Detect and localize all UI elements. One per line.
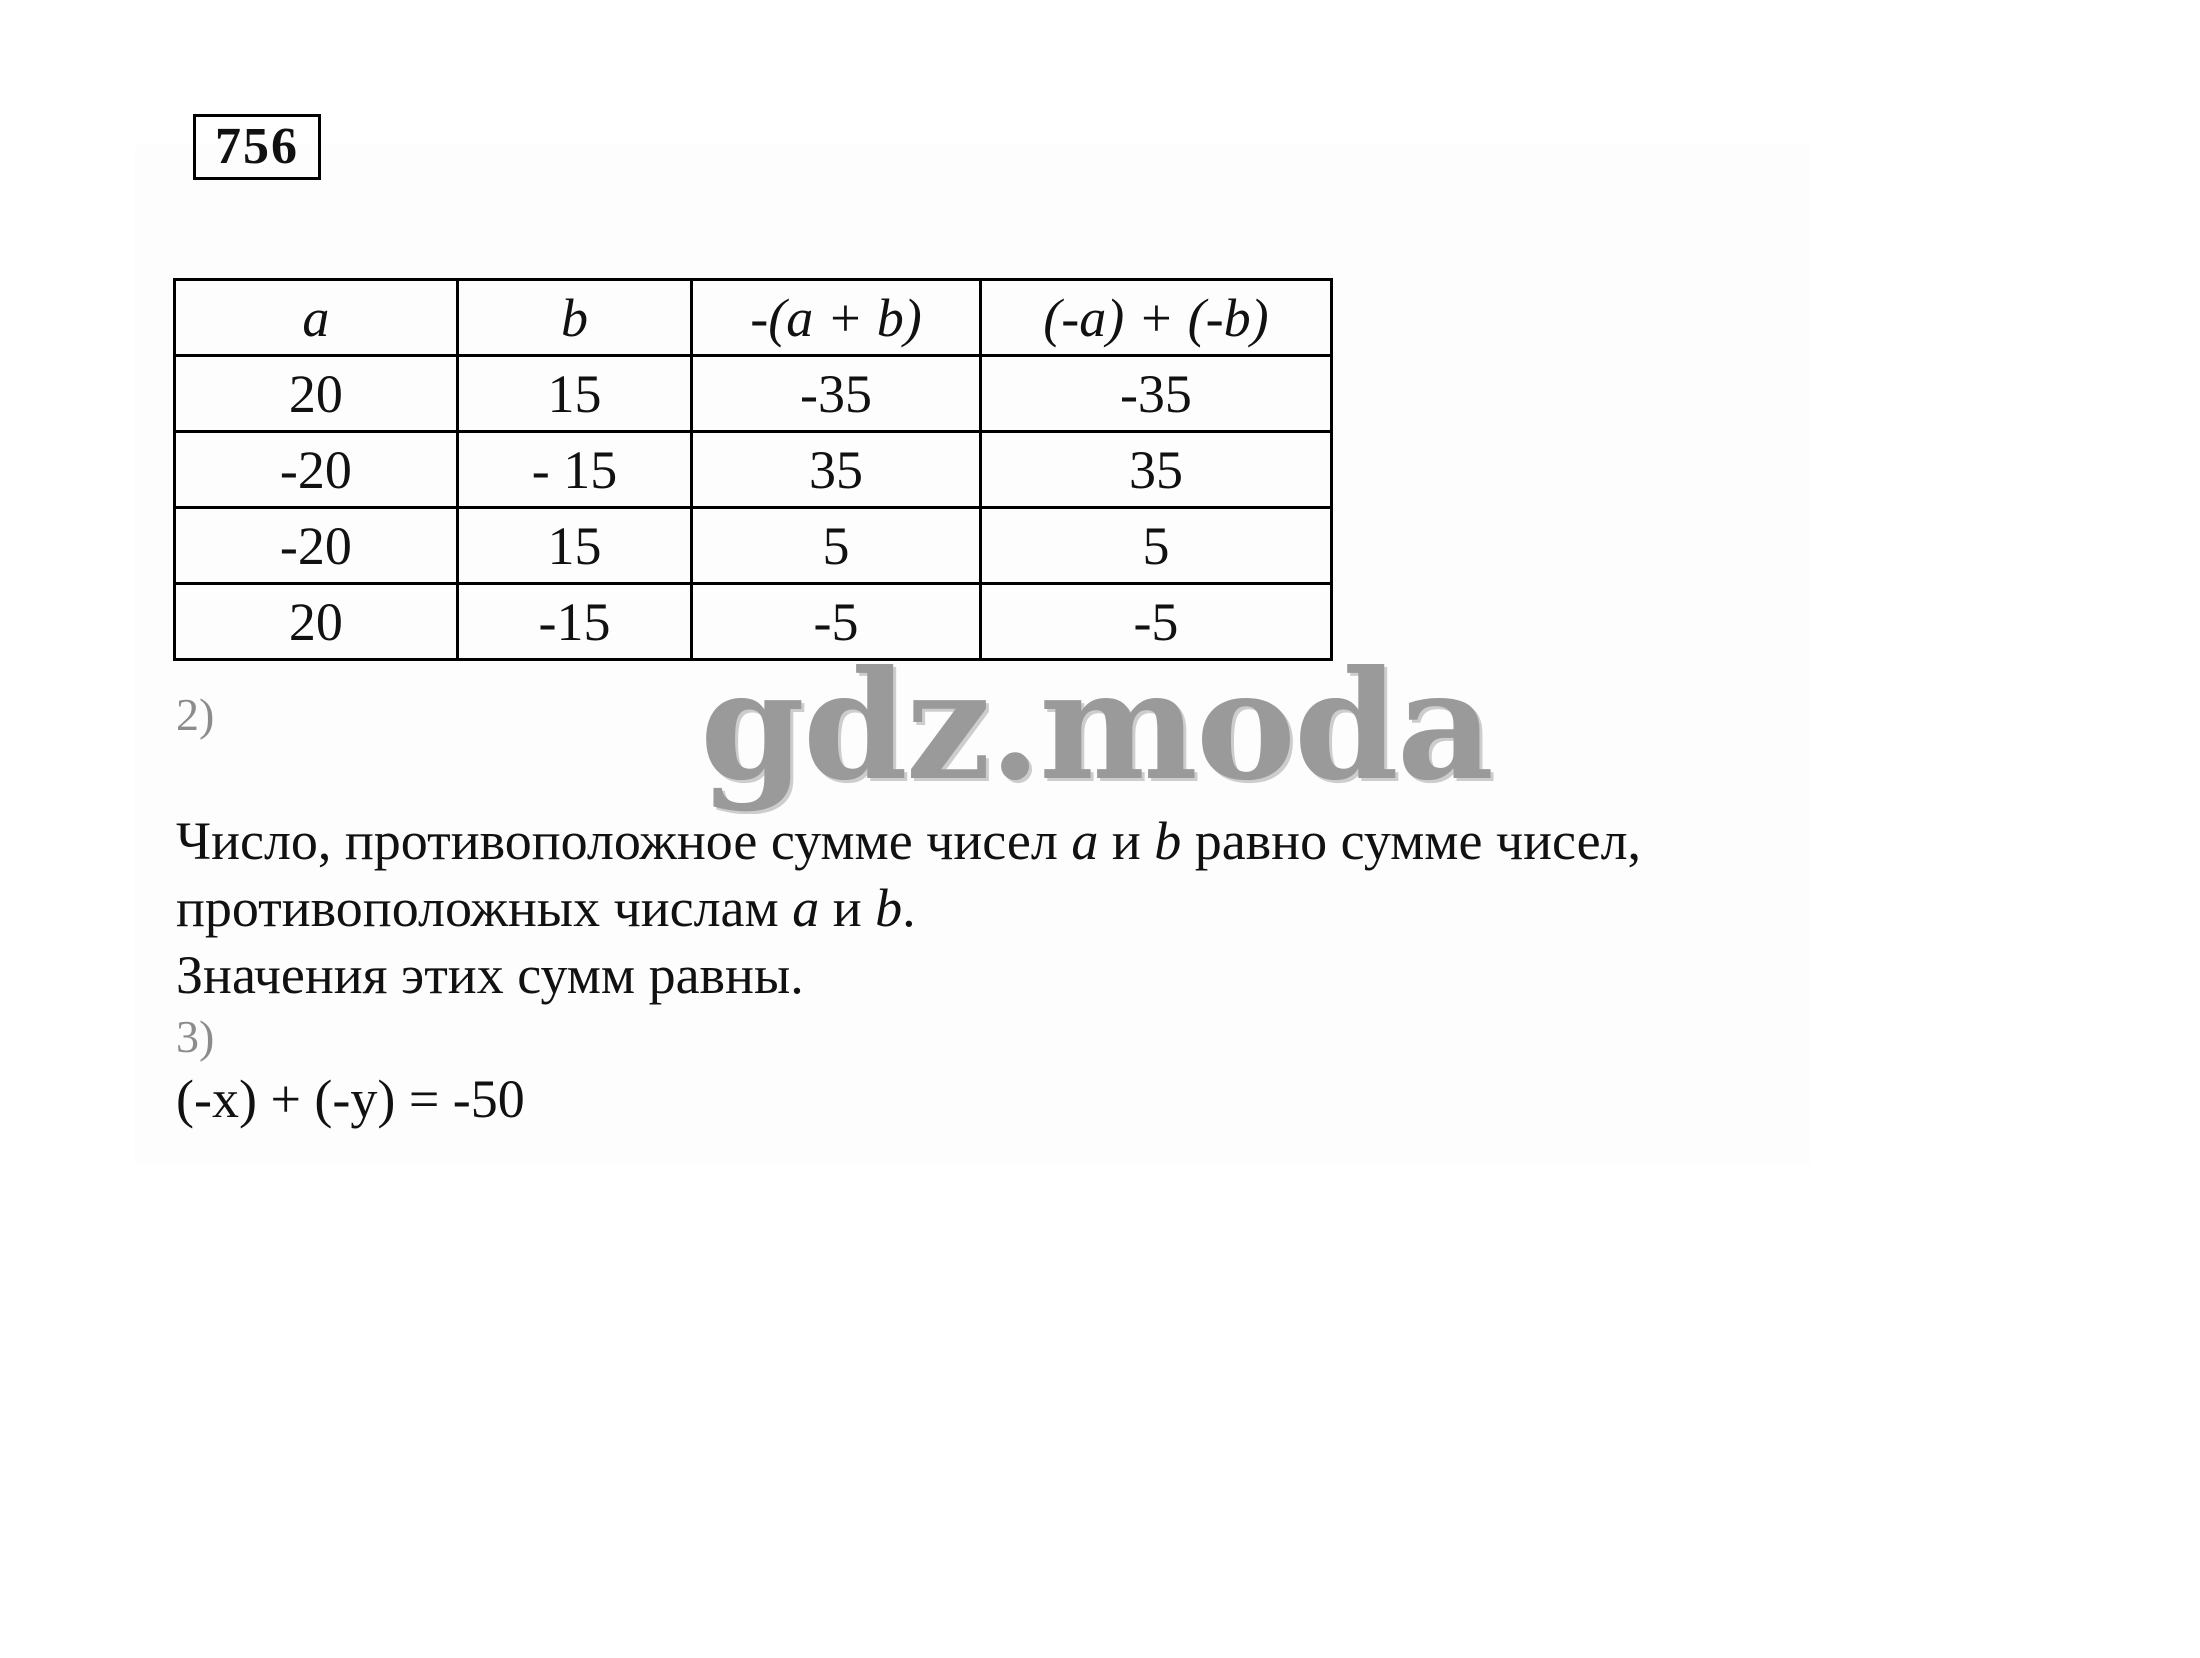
cell-sum-neg: -35 (980, 356, 1331, 432)
cell-a: -20 (175, 432, 458, 508)
part-2-line-2 (176, 875, 916, 941)
cell-neg-sum: -5 (692, 584, 981, 660)
conj-and: и (1098, 811, 1155, 871)
conj-and: и (819, 878, 876, 938)
cell-b: 15 (457, 356, 691, 432)
var-a: a (1071, 811, 1099, 871)
cell-b: 15 (457, 508, 691, 584)
var-a: a (792, 878, 820, 938)
cell-a: 20 (175, 356, 458, 432)
cell-neg-sum: -35 (692, 356, 981, 432)
task-number-box: 756 (193, 114, 321, 180)
cell-a: -20 (175, 508, 458, 584)
cell-sum-neg: 5 (980, 508, 1331, 584)
cell-neg-sum: 35 (692, 432, 981, 508)
header-neg-sum-var: b) (876, 287, 922, 348)
cell-sum-neg: -5 (980, 584, 1331, 660)
part-2-line-3: Значения этих сумм равны. (176, 945, 804, 1005)
part-3-label: 3) (176, 1011, 215, 1062)
part-3-equation: (-x) + (-y) = -50 (176, 1069, 525, 1129)
watermark-logo: gdz.moda (700, 638, 1493, 814)
header-neg-sum-prefix: -(a + (750, 287, 877, 348)
table-header-row (175, 280, 1332, 356)
line-2-text: противоположных числам (176, 878, 793, 938)
var-b: b (875, 878, 903, 938)
line-2-end: . (902, 878, 916, 938)
header-b: b (457, 280, 691, 356)
table-row (175, 356, 1332, 432)
header-sum-neg: (-a) + (-b) (980, 280, 1331, 356)
table-row (175, 508, 1332, 584)
cell-b: -15 (457, 584, 691, 660)
header-neg-sum (692, 280, 981, 356)
cell-b: - 15 (457, 432, 691, 508)
line-1-end: равно сумме чисел, (1181, 811, 1642, 871)
header-a: a (175, 280, 458, 356)
table-row (175, 432, 1332, 508)
line-1-text: Число, противоположное сумме чисел (176, 811, 1072, 871)
values-table (173, 278, 1333, 661)
part-2-label: 2) (176, 689, 215, 740)
var-b: b (1154, 811, 1182, 871)
part-2-line-1 (176, 808, 1641, 874)
cell-neg-sum: 5 (692, 508, 981, 584)
cell-a: 20 (175, 584, 458, 660)
cell-sum-neg: 35 (980, 432, 1331, 508)
